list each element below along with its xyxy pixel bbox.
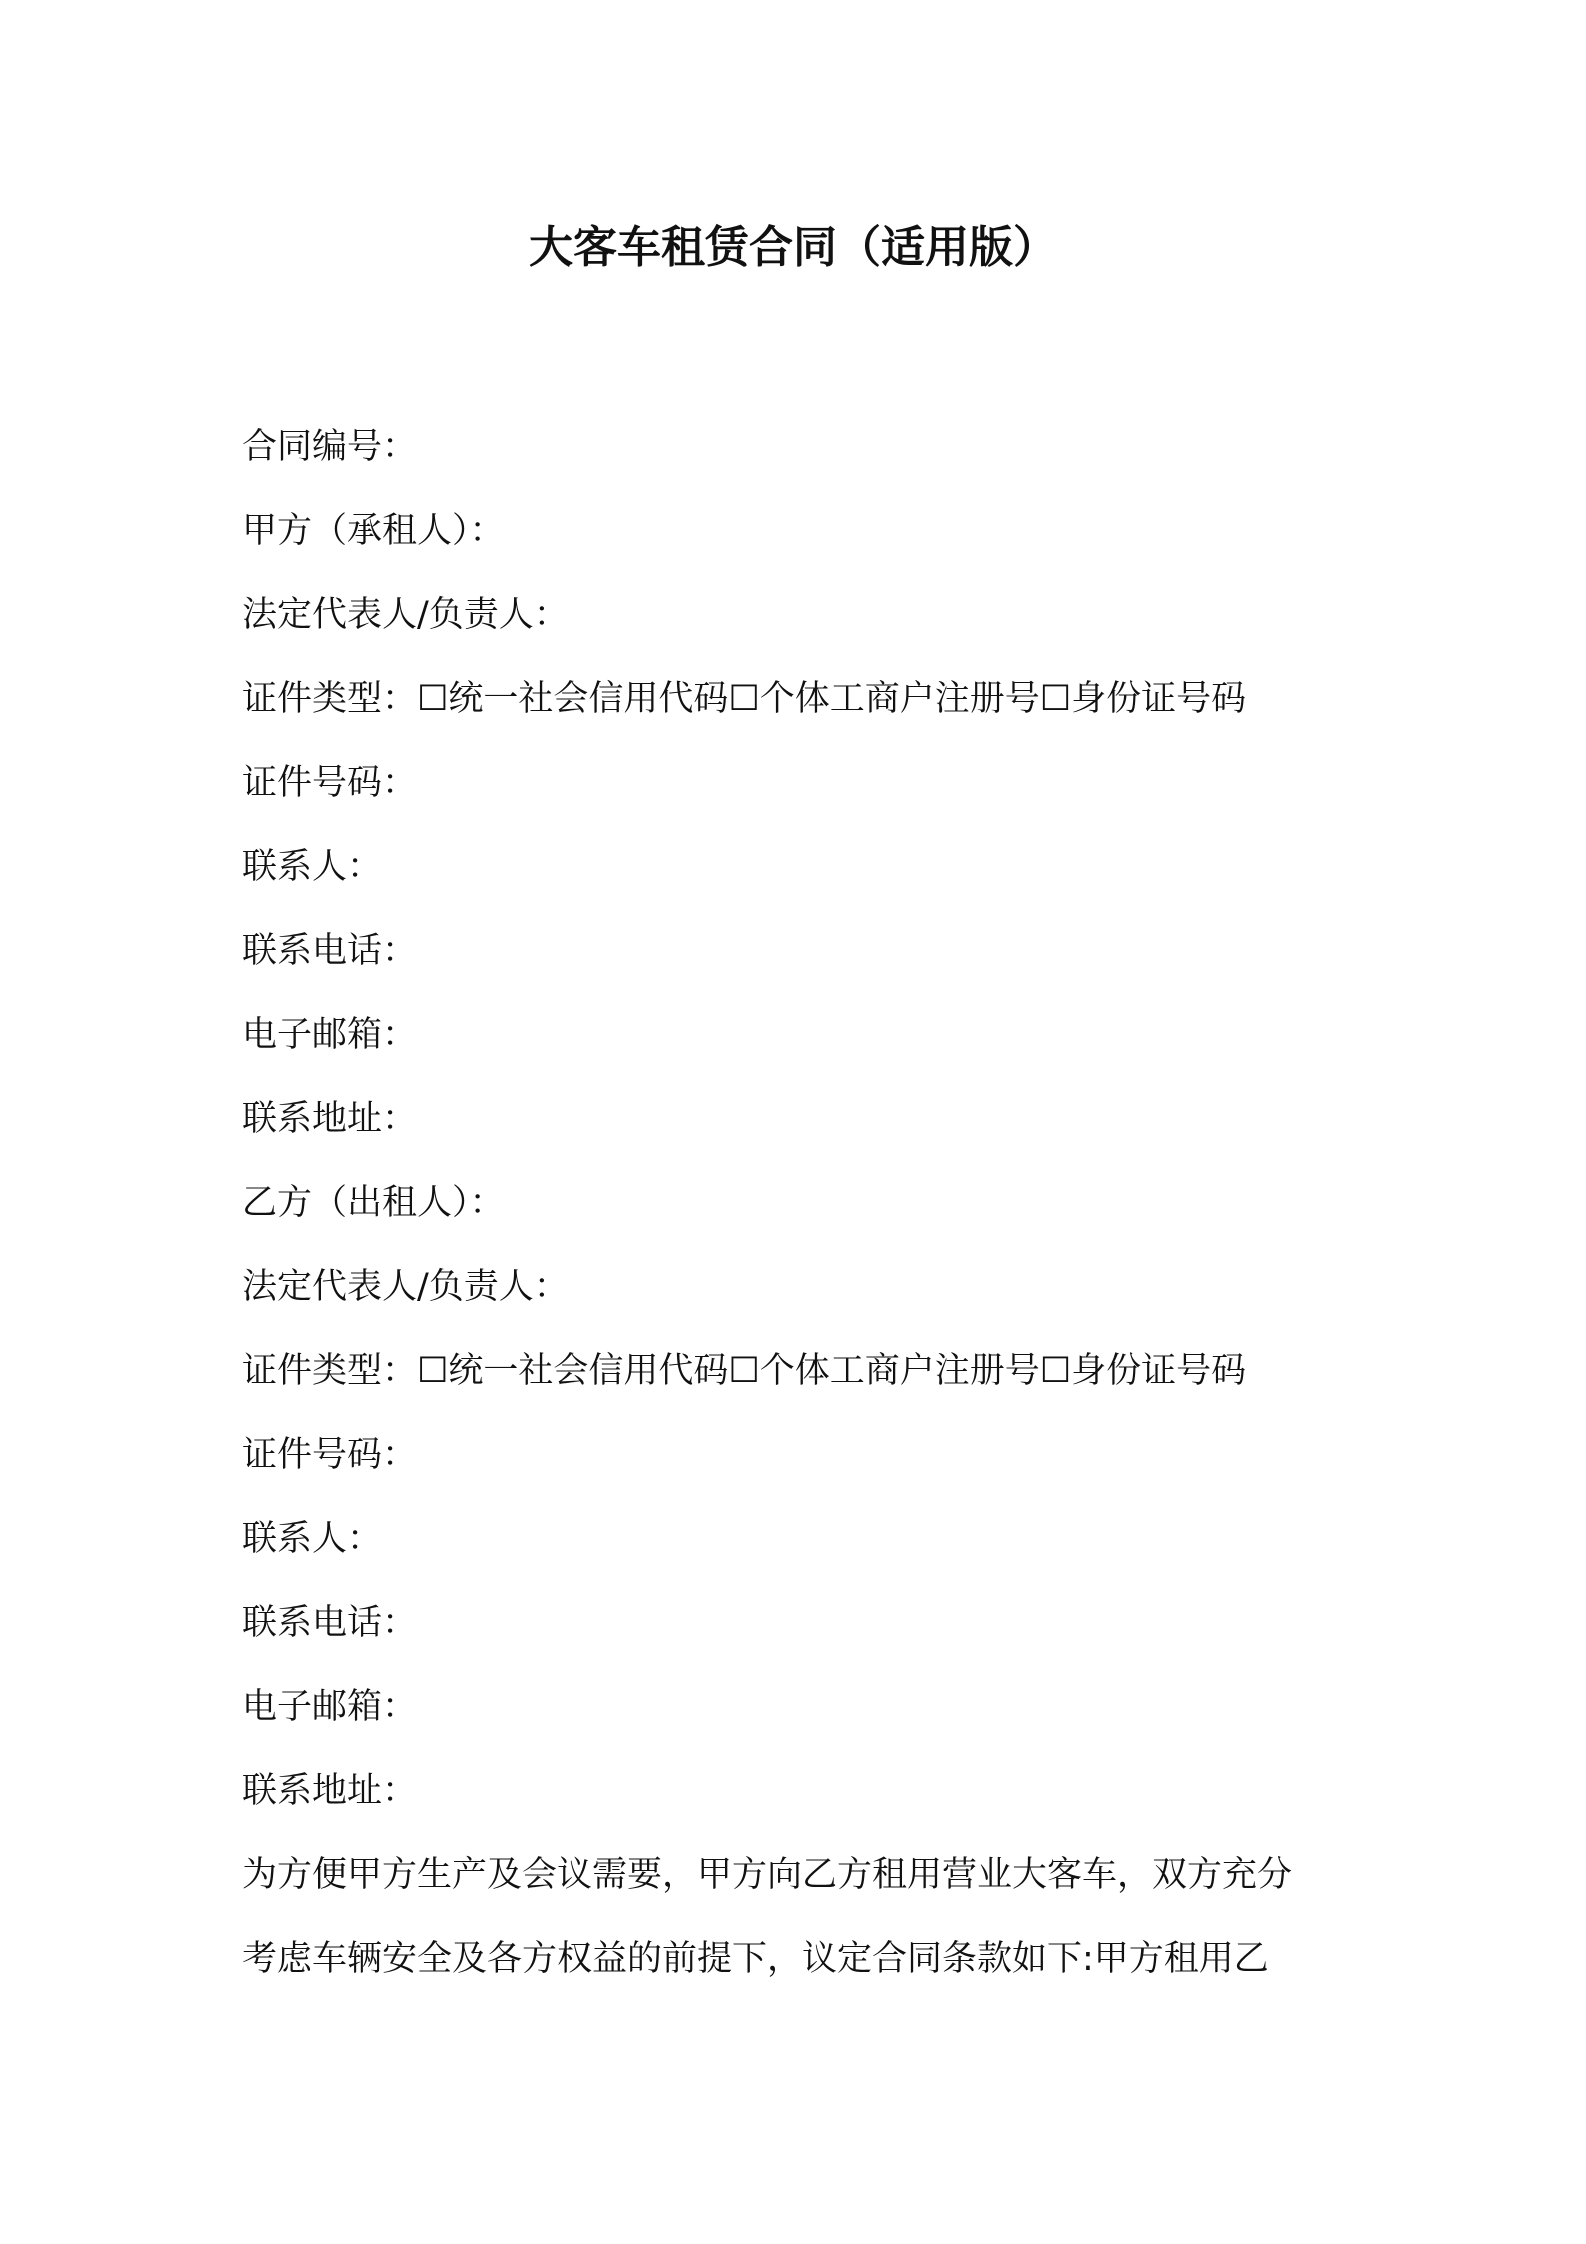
party-b-contact-line: 联系人： — [242, 1519, 383, 1559]
contract-number-line: 合同编号： — [242, 427, 418, 467]
document-body — [242, 405, 1362, 2001]
party-a-id-number-line: 证件号码： — [242, 763, 418, 803]
party-a-contact-line: 联系人： — [242, 847, 383, 887]
party-b-representative-line: 法定代表人/负责人： — [242, 1267, 569, 1307]
party-b-phone-line: 联系电话： — [242, 1603, 418, 1643]
party-b-id-number-line: 证件号码： — [242, 1435, 418, 1475]
party-b-id-type-line: 证件类型：☐统一社会信用代码☐个体工商户注册号☐身份证号码 — [242, 1351, 1247, 1391]
party-a-phone-line: 联系电话： — [242, 931, 418, 971]
document-title: 大客车租赁合同（适用版） — [529, 222, 1057, 273]
party-a-id-type-line: 证件类型：☐统一社会信用代码☐个体工商户注册号☐身份证号码 — [242, 679, 1247, 719]
party-b-address-line: 联系地址： — [242, 1771, 418, 1811]
party-b-line: 乙方（出租人）： — [242, 1183, 505, 1223]
party-a-line: 甲方（承租人）： — [242, 511, 505, 551]
body-paragraph-line: 考虑车辆安全及各方权益的前提下，议定合同条款如下:甲方租用乙 — [242, 1939, 1269, 1979]
party-a-address-line: 联系地址： — [242, 1099, 418, 1139]
party-b-email-line: 电子邮箱： — [242, 1687, 418, 1727]
party-a-email-line: 电子邮箱： — [242, 1015, 418, 1055]
body-paragraph-line: 为方便甲方生产及会议需要，甲方向乙方租用营业大客车，双方充分 — [242, 1855, 1293, 1895]
party-a-representative-line: 法定代表人/负责人： — [242, 595, 569, 635]
